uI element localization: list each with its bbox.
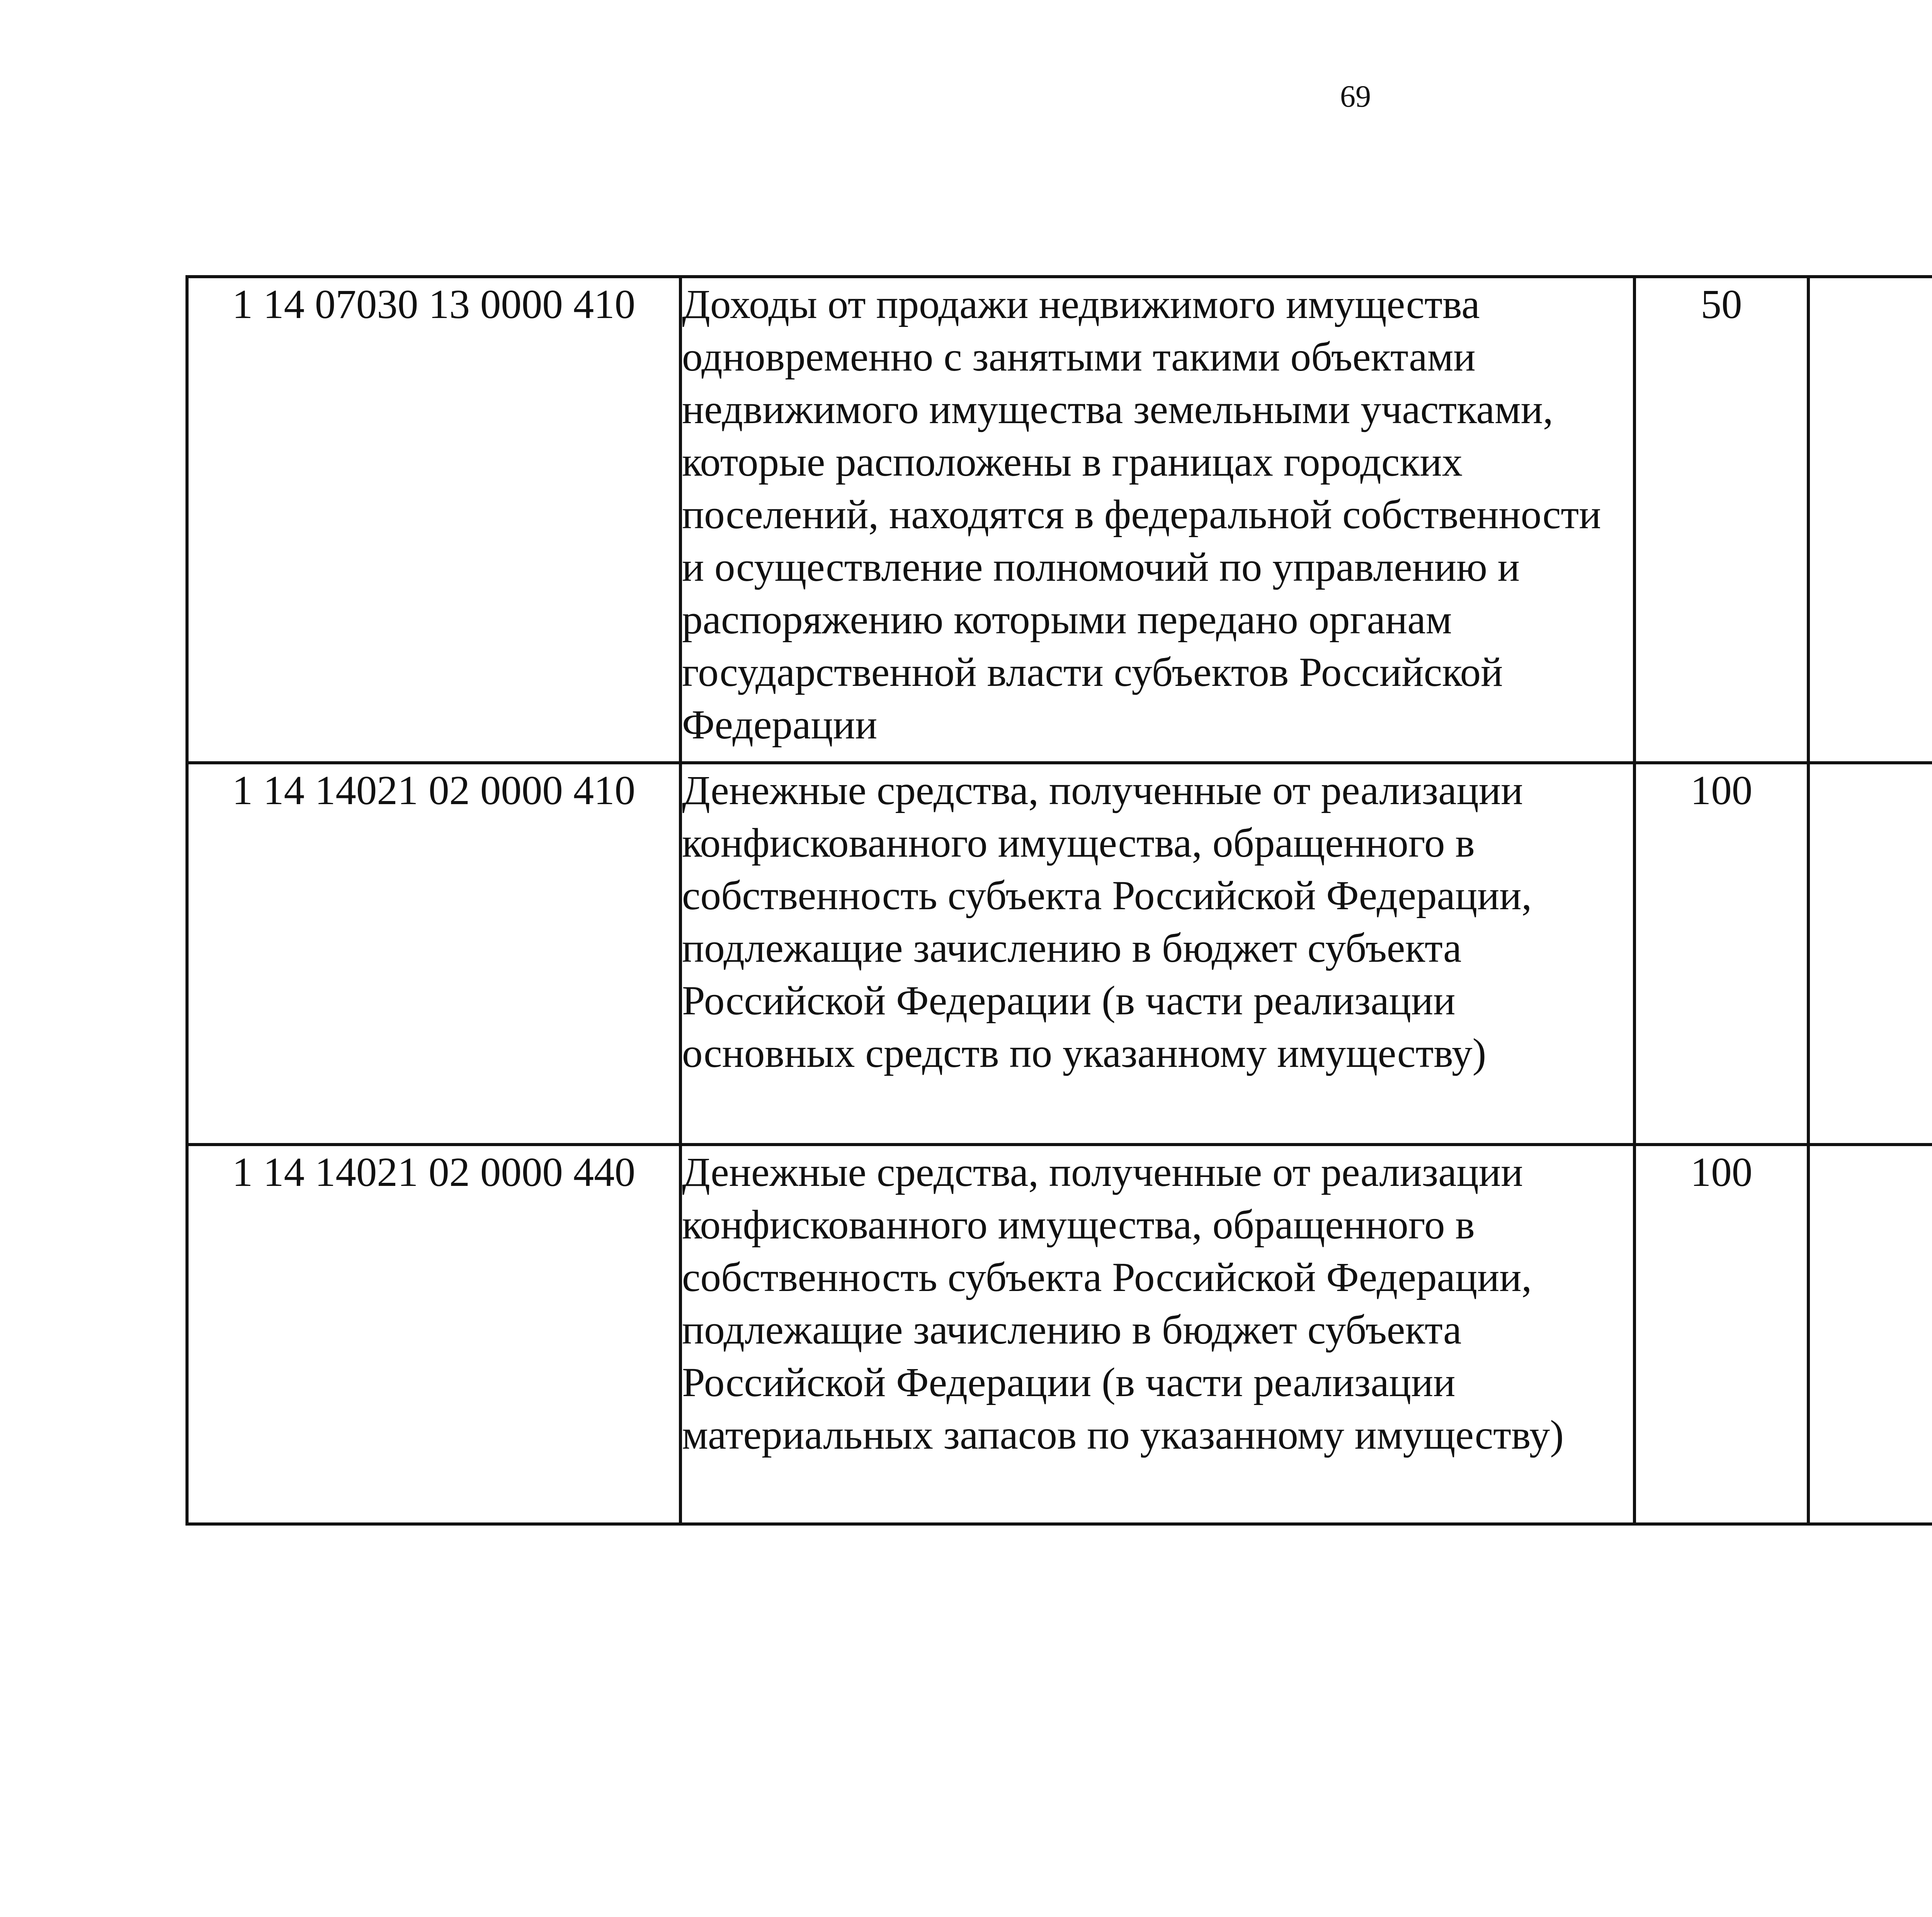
income-description: Денежные средства, полученные от реализации конфискованного имущества, обращенного в собственность субъекта Российской Федерации, подлежащие зачислению в бюджет субъекта Российской Федерации (в части реализации основных средств по указанному имуществу) <box>680 763 1634 1145</box>
income-description: Денежные средства, полученные от реализации конфискованного имущества, обращенного в собственность субъекта Российской Федерации, подлежащие зачислению в бюджет субъекта Российской Федерации (в части реализации материальных запасов по указанному имуществу) <box>680 1145 1634 1524</box>
value-cell-1: 100 <box>1634 763 1808 1145</box>
table-row <box>187 1145 1932 1524</box>
budget-table <box>185 275 1932 1526</box>
value-cell-2 <box>1808 277 1932 763</box>
classification-code: 1 14 14021 02 0000 410 <box>187 763 680 1145</box>
value-cell-2 <box>1808 763 1932 1145</box>
table-row <box>187 763 1932 1145</box>
income-description: Доходы от продажи недвижимого имущества одновременно с занятыми такими объектами недвижимого имущества земельными участками, которые расположены в границах городских поселений, находятся в федеральной собственности и осуществление полномочий по управлению и распоряжению которыми передано органам государственной власти субъектов Российской Федерации <box>680 277 1634 763</box>
classification-code: 1 14 14021 02 0000 440 <box>187 1145 680 1524</box>
page-number: 69 <box>1340 80 1371 114</box>
value-cell-1: 100 <box>1634 1145 1808 1524</box>
value-cell-2 <box>1808 1145 1932 1524</box>
value-cell-1: 50 <box>1634 277 1808 763</box>
classification-code: 1 14 07030 13 0000 410 <box>187 277 680 763</box>
table-row <box>187 277 1932 763</box>
